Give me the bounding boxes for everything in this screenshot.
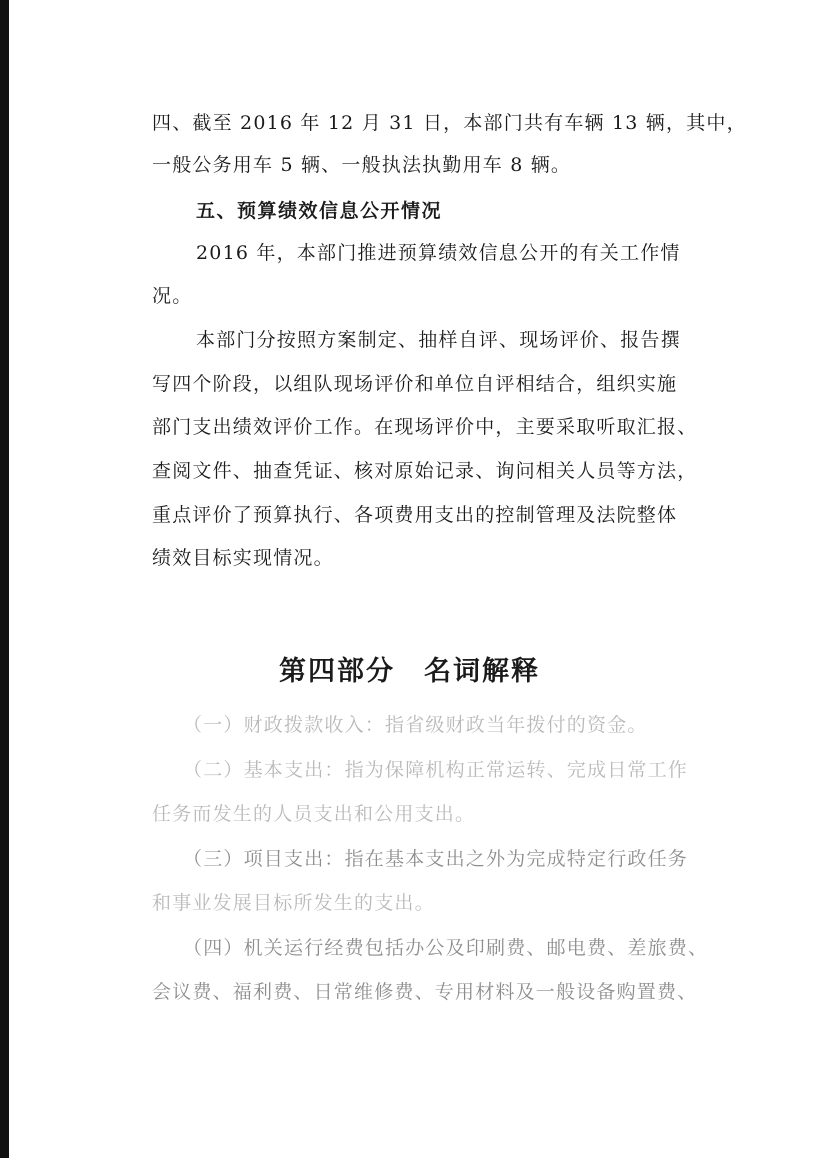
paragraph-line: 况。 — [152, 285, 193, 307]
paragraph-line: 重点评价了预算执行、各项费用支出的控制管理及法院整体 — [152, 504, 678, 526]
glossary-line: （四）机关运行经费包括办公及印刷费、邮电费、差旅费、 — [183, 937, 709, 959]
paragraph-line: 一般公务用车 5 辆、一般执法执勤用车 8 辆。 — [152, 154, 572, 176]
section-heading: 五、预算绩效信息公开情况 — [196, 200, 443, 222]
glossary-line: （二）基本支出：指为保障机构正常运转、完成日常工作 — [183, 759, 689, 781]
glossary-line: 和事业发展目标所发生的支出。 — [152, 892, 435, 914]
paragraph-line: 四、截至 2016 年 12 月 31 日，本部门共有车辆 13 辆，其中， — [152, 112, 747, 134]
paragraph-line: 2016 年，本部门推进预算绩效信息公开的有关工作情 — [196, 242, 681, 264]
glossary-line: （三）项目支出：指在基本支出之外为完成特定行政任务 — [183, 848, 689, 870]
glossary-line: （一）财政拨款收入：指省级财政当年拨付的资金。 — [183, 714, 648, 736]
paragraph-line: 查阅文件、抽查凭证、核对原始记录、询问相关人员等方法， — [152, 460, 698, 482]
paragraph-line: 部门支出绩效评价工作。在现场评价中，主要采取听取汇报、 — [152, 416, 698, 438]
part-title: 第四部分 名词解释 — [279, 656, 540, 687]
glossary-line: 任务而发生的人员支出和公用支出。 — [152, 803, 476, 825]
paragraph-line: 绩效目标实现情况。 — [152, 547, 334, 569]
paragraph-line: 本部门分按照方案制定、抽样自评、现场评价、报告撰 — [196, 329, 681, 351]
glossary-line: 会议费、福利费、日常维修费、专用材料及一般设备购置费、 — [152, 981, 698, 1003]
paragraph-line: 写四个阶段，以组队现场评价和单位自评相结合，组织实施 — [152, 373, 678, 395]
